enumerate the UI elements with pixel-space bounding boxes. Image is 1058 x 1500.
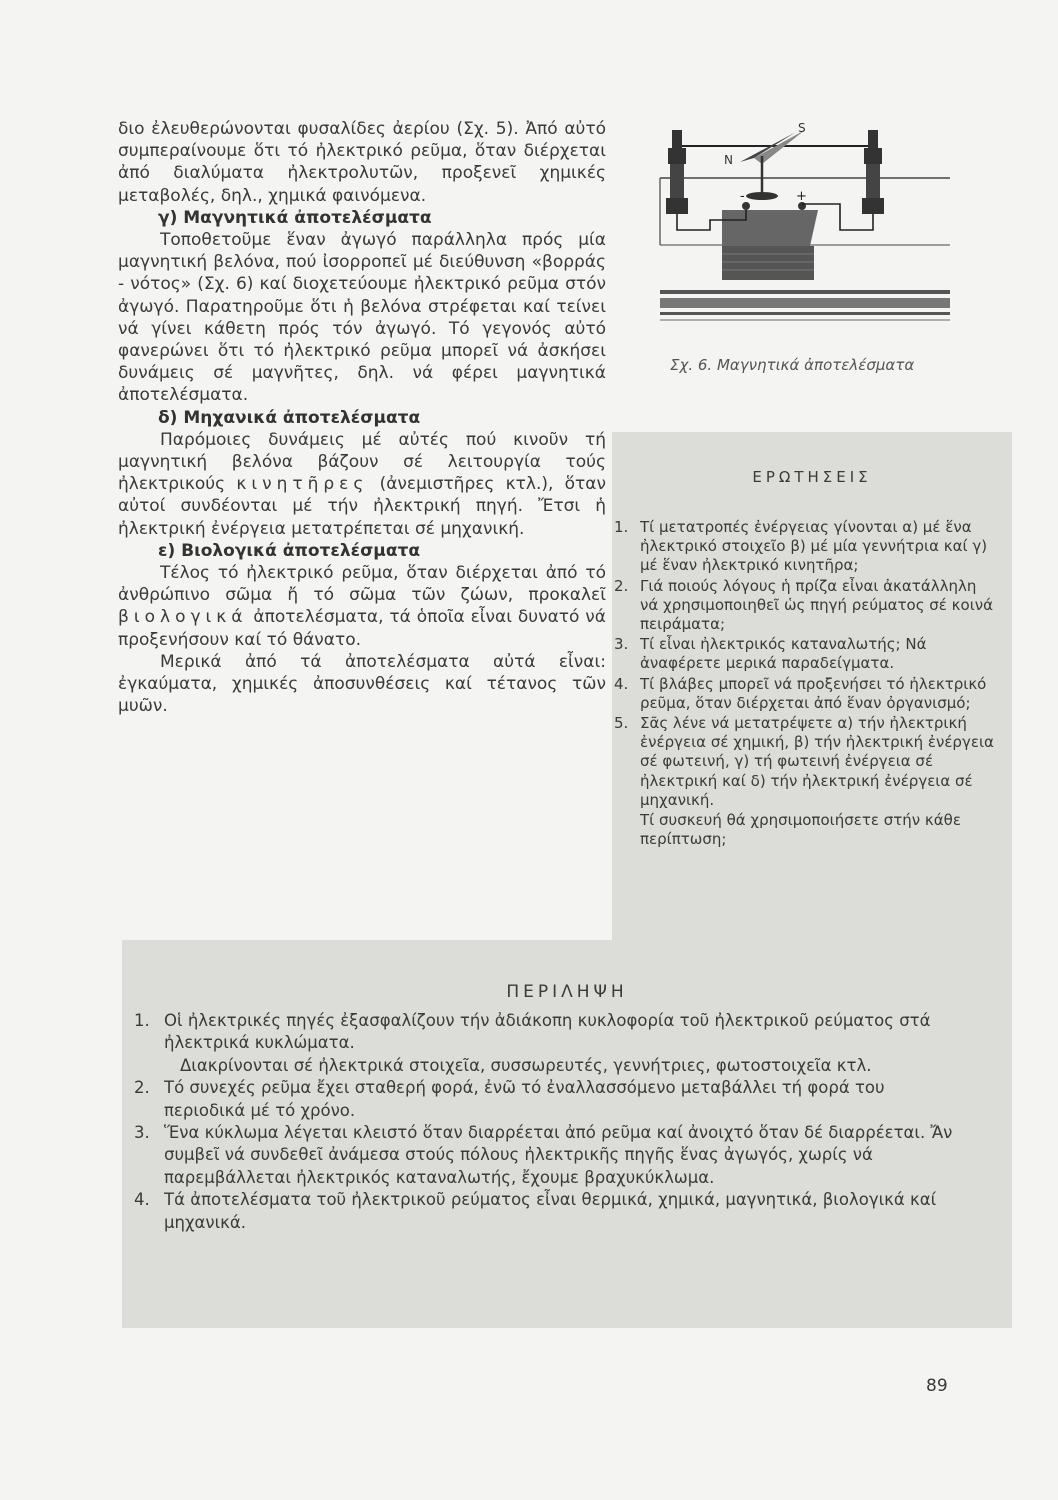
summary-item: [134, 1010, 954, 1055]
questions-list: [614, 518, 998, 849]
question-text: Τί βλάβες μπορεῖ νά προξενήσει τό ἠλεκτρικό ρεῦμα, ὅταν διέρχεται ἀπό ἕναν ὀργανισμό;: [640, 674, 987, 712]
question-number: 1.: [614, 518, 629, 536]
summary-item: [134, 1189, 954, 1234]
summary-text: Οἱ ἠλεκτρικές πηγές ἐξασφαλίζουν τήν ἀδιάκοπη κυκλοφορία τοῦ ἠλεκτρικοῦ ρεύματος στά ἠλεκτρικά κυκλώματα.: [164, 1011, 931, 1053]
summary-text: Τό συνεχές ρεῦμα ἔχει σταθερή φορά, ἐνῶ τό ἐναλλασσόμενο μεταβάλλει τή φορά του περιοδικά μέ τό χρόνο.: [164, 1078, 885, 1120]
text-segment: ἀποτελέσματα, τά ὁποῖα εἶναι δυνατό νά προξενήσουν καί τό θάνατο.: [118, 607, 606, 650]
heading-biological-effects: ε) Βιολογικά ἀποτελέσματα: [158, 540, 421, 561]
heading-magnetic-effects: γ) Μαγνητικά ἀποτελέσματα: [158, 207, 432, 228]
label-north: N: [724, 153, 733, 167]
question-item: [614, 714, 998, 810]
paragraph-mechanical-effects: [118, 429, 606, 540]
summary-number: 1.: [134, 1011, 150, 1030]
question-number: 4.: [614, 674, 629, 693]
summary-item: [134, 1077, 954, 1122]
label-minus: -: [740, 189, 745, 204]
summary-number: 3.: [134, 1123, 150, 1143]
summary-number: 2.: [134, 1078, 150, 1098]
apparatus-illustration: [650, 120, 950, 350]
heading-mechanical-effects: δ) Μηχανικά ἀποτελέσματα: [158, 407, 421, 428]
question-item: [614, 675, 998, 713]
spaced-word-motors: κινητῆρες: [236, 474, 369, 495]
paragraph-biological-effects: [118, 562, 606, 651]
paragraph-effects-list: Μερικά ἀπό τά ἀποτελέσματα αὐτά εἶναι: ἐγκαύματα, χημικές ἀποσυνθέσεις καί τέτανος τῶν μυῶν.: [118, 651, 606, 717]
label-south: S: [798, 121, 806, 135]
question-number: 2.: [614, 576, 629, 595]
figure-magnetic-effects: [650, 120, 950, 350]
label-plus: +: [796, 189, 807, 204]
question-text: Σᾶς λένε νά μετατρέψετε α) τήν ἠλεκτρική ἐνέργεια σέ χημική, β) τήν ἠλεκτρική ἐνέργεια σέ φωτεινή, γ) τή φωτεινή ἐνέργεια σέ ἠλεκτρική καί δ) τήν ἠλεκτρική ἐνέργεια σέ μηχανική.: [640, 714, 994, 809]
question-number: 5.: [614, 714, 629, 733]
question-item: [614, 577, 998, 635]
page-number: 89: [926, 1376, 948, 1396]
text-segment: Τέλος τό ἠλεκτρικό ρεῦμα, ὅταν διέρχεται ἀπό τό ἀνθρώπινο σῶμα ἤ τό σῶμα τῶν ζώων, προκαλεῖ: [118, 563, 606, 606]
questions-title: ΕΡΩΤΗΣΕΙΣ: [752, 468, 872, 486]
question-item: [614, 635, 998, 673]
summary-list: [134, 1010, 954, 1234]
text-segment: (ἀνεμιστῆρες κτλ.), ὅταν αὐτοί συνδέονται μέ τήν ἠλεκτρική πηγή. Ἔτσι ἡ ἠλεκτρική ἐνέργεια μετατρέπεται σέ μηχανική.: [118, 474, 606, 539]
paragraph-chemical-conclusion: διο ἐλευθερώνονται φυσαλίδες ἀερίου (Σχ. 5). Ἀπό αὐτό συμπεραίνουμε ὅτι τό ἠλεκτρικό ρεῦμα, ὅταν διέρχεται ἀπό διαλύματα ἠλεκτρολυτῶν, προξενεῖ χημικές μεταβολές, δηλ., χημικά φαινόμενα.: [118, 119, 606, 206]
figure-caption: Σχ. 6. Μαγνητικά ἀποτελέσματα: [670, 356, 915, 374]
main-text-column: [118, 118, 606, 717]
summary-number: 4.: [134, 1190, 150, 1210]
spaced-word-biological: βιολογικά: [118, 607, 248, 628]
text-segment: Παρόμοιες δυνάμεις μέ αὐτές πού κινοῦν τή μαγνητική βελόνα βάζουν σέ λειτουργία τούς ἠλεκτρικούς: [118, 429, 606, 495]
question-text: Τί μετατροπές ἐνέργειας γίνονται α) μέ ἕνα ἠλεκτρικό στοιχεῖο β) μέ μία γεννήτρια καί γ) μέ ἕναν ἠλεκτρικό κινητῆρα;: [640, 518, 988, 575]
question-text: Τί εἶναι ἠλεκτρικός καταναλωτής; Νά ἀναφέρετε μερικά παραδείγματα.: [640, 635, 927, 673]
summary-item-extra: Διακρίνονται σέ ἠλεκτρικά στοιχεῖα, συσσωρευτές, γεννήτριες, φωτοστοιχεῖα κτλ.: [180, 1055, 872, 1075]
question-number: 3.: [614, 635, 629, 654]
summary-item: [134, 1122, 954, 1189]
summary-text: Ἕνα κύκλωμα λέγεται κλειστό ὅταν διαρρέεται ἀπό ρεῦμα καί ἀνοιχτό ὅταν δέ διαρρέεται. Ἄν συμβεῖ νά συνδεθεῖ ἀνάμεσα στούς πόλους ἠλεκτρικῆς πηγῆς ἕνας ἀγωγός, χωρίς νά παρεμβάλλεται ἠλεκτρικός καταναλωτής, ἔχουμε βραχυκύκλωμα.: [164, 1123, 953, 1187]
summary-title: ΠΕΡΙΛΗΨΗ: [506, 982, 628, 1002]
summary-text: Τά ἀποτελέσματα τοῦ ἠλεκτρικοῦ ρεύματος εἶναι θερμικά, χημικά, μαγνητικά, βιολογικά καί μηχανικά.: [164, 1190, 937, 1232]
question-text: Γιά ποιούς λόγους ἡ πρίζα εἶναι ἀκατάλληλη νά χρησιμοποιηθεῖ ὡς πηγή ρεύματος σέ κοινά πειράματα;: [640, 576, 994, 634]
question-followup: Τί συσκευή θά χρησιμοποιήσετε στήν κάθε περίπτωση;: [640, 811, 961, 849]
paragraph-magnetic-effects: Τοποθετοῦμε ἕναν ἀγωγό παράλληλα πρός μία μαγνητική βελόνα, πού ἰσορροπεῖ μέ διεύθυνση «βορράς - νότος» (Σχ. 6) καί διοχετεύουμε ἠλεκτρικό ρεῦμα στόν ἀγωγό. Παρατηροῦμε ὅτι ἡ βελόνα στρέφεται καί τείνει νά γίνει κάθετη πρός τόν ἀγωγό. Τό γεγονός αὐτό φανερώνει ὅτι τό ἠλεκτρικό ρεῦμα μπορεῖ νά ἀσκήσει δυνάμεις σέ μαγνῆτες, δηλ. νά φέρει μαγνητικά ἀποτελέσματα.: [118, 230, 606, 406]
question-item: [614, 518, 998, 576]
